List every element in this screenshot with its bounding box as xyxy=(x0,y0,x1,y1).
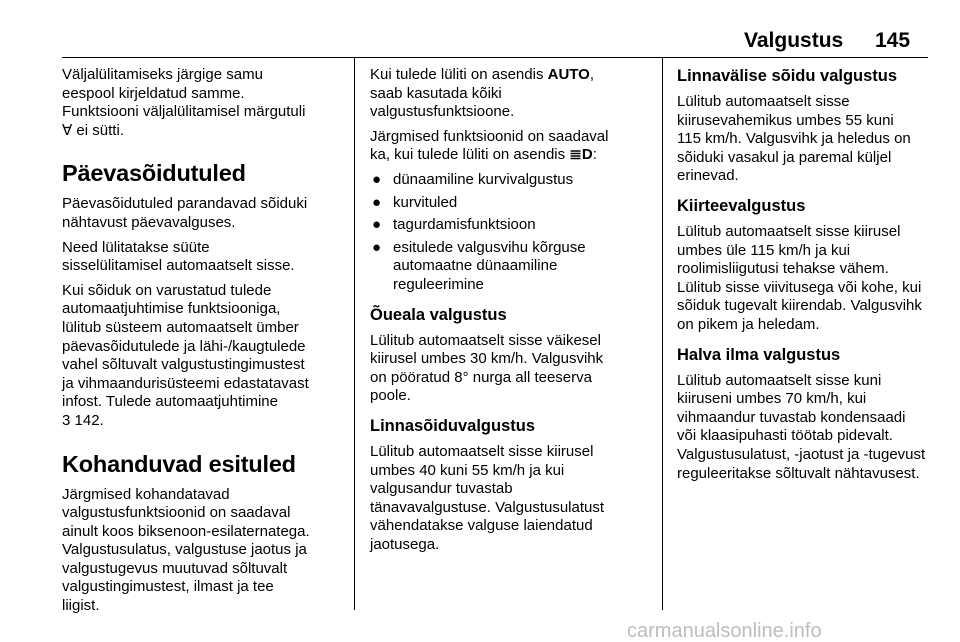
watermark-text: carmanualsonline.info xyxy=(627,620,822,642)
column-2 xyxy=(370,66,650,560)
text-line: päevasõidutulede ja lähi-/kaugtulede xyxy=(62,337,306,355)
text-line: roolimisliigutusi tehakse vähem. xyxy=(677,260,889,278)
text-line: reguleeritakse sõltuvalt nähtavusest. xyxy=(677,464,920,482)
text-line: Lülitub automaatselt sisse kiirusel xyxy=(370,442,594,460)
subheading-country-light: Linnavälise sõidu valgustus xyxy=(677,67,898,85)
control-indicator-icon: Ɐ xyxy=(62,121,73,139)
text-line: dünaamiline kurvivalgustus xyxy=(393,170,574,188)
text-line: Lülitub automaatselt sisse väikesel xyxy=(370,331,601,349)
intro-paragraph xyxy=(62,66,342,140)
text-line: infost. Tulede automaatjuhtimine xyxy=(62,393,278,411)
text-fragment: ei sütti. xyxy=(72,121,124,139)
text-line: on pikem ja heledam. xyxy=(677,315,820,333)
text-line xyxy=(370,146,650,165)
section-heading-afl: Kohanduvad esituled xyxy=(62,450,296,477)
text-line: on pööratud 8° nurga all teeserva xyxy=(370,368,592,386)
drl-paragraph-3 xyxy=(62,282,342,431)
auto-label: AUTO xyxy=(547,66,590,83)
auto-paragraph xyxy=(370,66,650,122)
text-line: Järgmised kohandatavad xyxy=(62,485,230,503)
text-line: automaatjuhtimise funktsiooniga, xyxy=(62,300,281,318)
text-line: Järgmised funktsioonid on saadaval xyxy=(370,127,609,145)
text-line: reguleerimine xyxy=(393,275,484,293)
text-line: valgustingimustest, ilmast ja tee xyxy=(62,578,274,596)
text-line: ainult koos biksenoon-esilaternatega. xyxy=(62,522,310,540)
text-line: Väljalülitamiseks järgige samu xyxy=(62,66,263,83)
text-line: tagurdamisfunktsioon xyxy=(393,216,536,234)
text-fragment: : xyxy=(592,146,597,164)
text-line xyxy=(370,66,650,85)
text-line: eespool kirjeldatud samme. xyxy=(62,84,245,102)
text-line: erinevad. xyxy=(677,167,739,185)
column-divider-1 xyxy=(354,57,355,610)
page-number: 145 xyxy=(875,29,911,52)
list-item xyxy=(370,216,650,235)
drl-paragraph-2 xyxy=(62,239,342,276)
text-line: Lülitub automaatselt sisse xyxy=(677,93,850,110)
text-line: kiirusevahemikus umbes 55 kuni xyxy=(677,111,894,129)
text-line: Valgustusulatust, -jaotust ja -tugevust xyxy=(677,445,926,463)
city-light-paragraph xyxy=(370,443,650,555)
page-header-title: Valgustus xyxy=(744,29,844,52)
text-line: sõiduk tugevalt kiirendab. Valgusvihk xyxy=(677,297,922,315)
text-line: 115 km/h. Valgusvihk ja heledus on xyxy=(677,130,911,148)
text-line: Funktsiooni väljalülitamisel märgutuli xyxy=(62,103,306,121)
text-line: valgustusfunktsioonid on saadaval xyxy=(62,504,291,522)
text-line: Päevasõidutuled parandavad sõiduki xyxy=(62,195,308,213)
text-line: Kui sõiduk on varustatud tulede xyxy=(62,281,272,299)
bad-weather-paragraph xyxy=(677,372,957,484)
text-line: valgustugevus muutuvad sõltuvalt xyxy=(62,559,288,577)
text-line: valgusandur tuvastab xyxy=(370,480,513,498)
bullet-icon: ● xyxy=(372,170,382,188)
text-fragment: Kui tulede lüliti on asendis xyxy=(370,66,548,83)
country-light-paragraph xyxy=(677,93,957,186)
text-line: esitulede valgusvihu kõrguse xyxy=(393,238,586,256)
low-beam-icon: ≣D xyxy=(569,146,593,164)
text-line: saab kasutada kõiki xyxy=(370,84,502,102)
text-line: Lülitub automaatselt sisse kuni xyxy=(677,371,882,389)
text-line: poole. xyxy=(370,387,411,405)
text-line: vihmaandur tuvastab kondensaadi xyxy=(677,408,906,426)
text-line: Lülitub sisse viivitusega või kohe, kui xyxy=(677,278,922,296)
highway-light-paragraph xyxy=(677,223,957,335)
header-rule xyxy=(62,57,928,58)
drl-paragraph-1 xyxy=(62,195,342,232)
text-line: Lülitub automaatselt sisse kiirusel xyxy=(677,222,901,240)
text-line: Valgustusulatus, valgustuse jaotus ja xyxy=(62,541,307,559)
subheading-city-light: Linnasõiduvalgustus xyxy=(370,416,536,435)
text-line: ja vihmaandurisüsteemi edastatavast xyxy=(62,374,309,392)
text-line: umbes üle 115 km/h ja kui xyxy=(677,241,851,259)
text-line: või klaasipuhasti töötab pidevalt. xyxy=(677,427,893,445)
function-list xyxy=(370,171,650,295)
text-line: kiirusel umbes 30 km/h. Valgusvihk xyxy=(370,350,604,368)
bullet-icon: ● xyxy=(372,238,382,256)
list-item xyxy=(370,171,650,190)
text-line: umbes 40 kuni 55 km/h ja kui xyxy=(370,461,565,479)
yard-light-paragraph xyxy=(370,332,650,406)
text-fragment: ka, kui tulede lüliti on asendis xyxy=(370,146,570,164)
text-line: nähtavust päevavalguses. xyxy=(62,213,236,231)
page-reference-icon: 3 xyxy=(62,411,71,429)
text-line: sõiduki vasakul ja paremal küljel xyxy=(677,148,892,166)
cross-reference-link[interactable] xyxy=(62,412,342,431)
bullet-icon: ● xyxy=(372,216,382,234)
text-line: jaotusega. xyxy=(370,535,440,553)
functions-paragraph xyxy=(370,128,650,165)
text-line: kiiruseni umbes 70 km/h, kui xyxy=(677,390,867,408)
text-line: lülitub süsteem automaatselt ümber xyxy=(62,318,299,336)
subheading-bad-weather-light: Halva ilma valgustus xyxy=(677,345,841,364)
subheading-yard-light: Õueala valgustus xyxy=(370,305,507,324)
text-line: automaatne dünaamiline xyxy=(393,257,558,275)
text-line: sisselülitamisel automaatselt sisse. xyxy=(62,257,295,275)
text-line xyxy=(62,122,342,141)
text-line: vahel sõltuvalt valgustustingimustest xyxy=(62,356,305,374)
text-line: Need lülitatakse süüte xyxy=(62,238,210,256)
text-line: liigist. xyxy=(62,597,100,615)
list-item xyxy=(370,239,650,295)
list-item xyxy=(370,194,650,213)
column-1 xyxy=(62,66,342,622)
text-line: tänavavalgustuse. Valgustusulatust xyxy=(370,498,605,516)
text-line: valgustusfunktsioone. xyxy=(370,103,515,121)
reference-page: 142. xyxy=(70,411,104,429)
text-line: vähendatakse valguse laiendatud xyxy=(370,517,593,535)
afl-paragraph xyxy=(62,486,342,616)
column-3 xyxy=(677,66,957,489)
section-heading-drl: Päevasõidutuled xyxy=(62,160,246,187)
column-divider-2 xyxy=(662,57,663,610)
text-fragment: , xyxy=(589,66,595,83)
bullet-icon: ● xyxy=(372,193,382,211)
subheading-highway-light: Kiirteevalgustus xyxy=(677,196,806,215)
text-line: kurvituled xyxy=(393,193,458,211)
